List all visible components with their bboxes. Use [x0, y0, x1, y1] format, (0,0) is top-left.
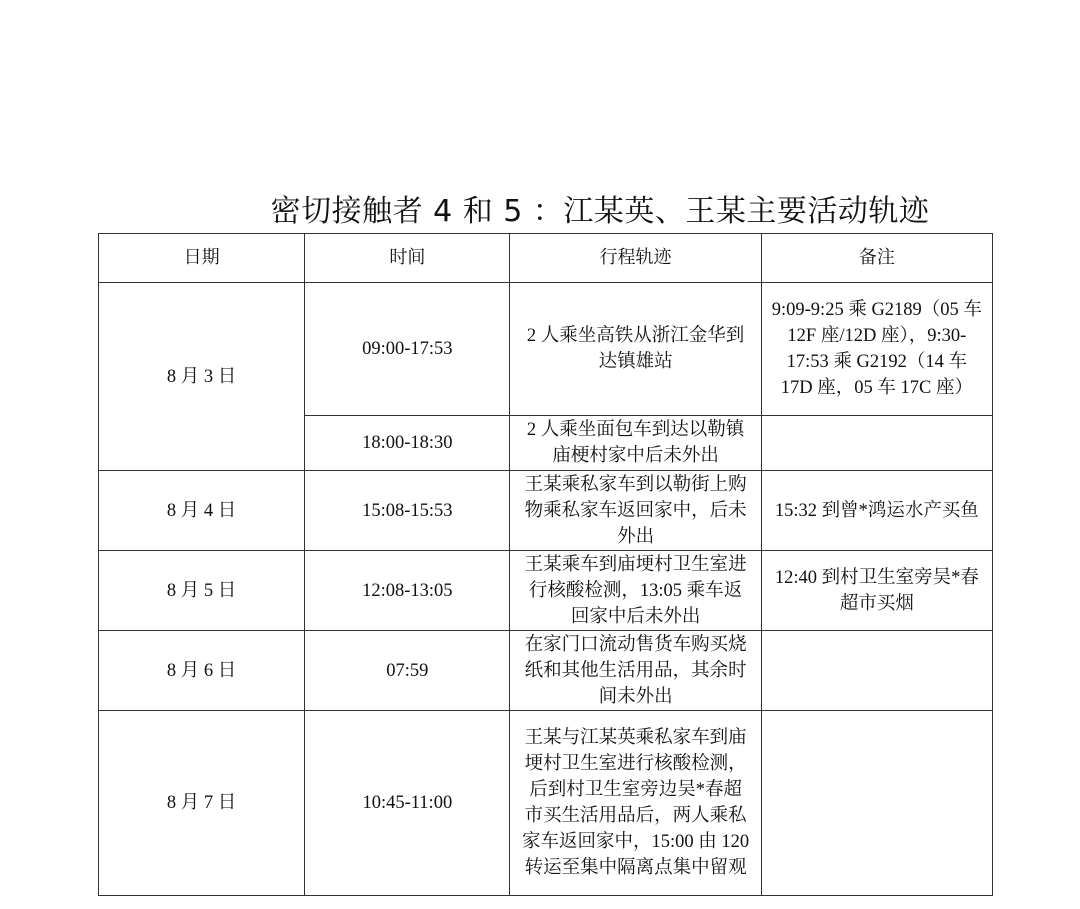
document-title: 密切接触者 4 和 5 ：江某英、王某主要活动轨迹 — [270, 194, 930, 229]
route-cell: 王某乘车到庙埂村卫生室进行核酸检测，13:05 乘车返回家中后未外出 — [510, 551, 761, 631]
time-cell: 18:00-18:30 — [305, 416, 510, 471]
table-row — [99, 471, 993, 551]
time-cell: 12:08-13:05 — [305, 551, 510, 631]
time-cell: 07:59 — [305, 631, 510, 711]
route-cell: 2 人乘坐面包车到达以勒镇庙梗村家中后未外出 — [510, 416, 761, 471]
table-row — [99, 631, 993, 711]
activity-trajectory-table — [98, 233, 993, 896]
header-note: 备注 — [761, 234, 992, 283]
date-cell: 8 月 6 日 — [99, 631, 305, 711]
time-cell: 15:08-15:53 — [305, 471, 510, 551]
table-row — [99, 283, 993, 416]
time-cell: 09:00-17:53 — [305, 283, 510, 416]
header-route: 行程轨迹 — [510, 234, 761, 283]
date-cell: 8 月 7 日 — [99, 711, 305, 896]
date-cell: 8 月 5 日 — [99, 551, 305, 631]
route-cell: 2 人乘坐高铁从浙江金华到达镇雄站 — [510, 283, 761, 416]
date-cell: 8 月 3 日 — [99, 283, 305, 471]
note-cell — [761, 631, 992, 711]
table-row — [99, 551, 993, 631]
note-cell: 12:40 到村卫生室旁吴*春超市买烟 — [761, 551, 992, 631]
header-time: 时间 — [305, 234, 510, 283]
note-cell: 9:09-9:25 乘 G2189（05 车 12F 座/12D 座），9:30-17:53 乘 G2192（14 车 17D 座，05 车 17C 座） — [761, 283, 992, 416]
table-row — [99, 711, 993, 896]
table-header-row — [99, 234, 993, 283]
date-cell: 8 月 4 日 — [99, 471, 305, 551]
note-cell: 15:32 到曾*鸿运水产买鱼 — [761, 471, 992, 551]
route-cell: 王某与江某英乘私家车到庙埂村卫生室进行核酸检测，后到村卫生室旁边吴*春超市买生活用品后，两人乘私家车返回家中，15:00 由 120 转运至集中隔离点集中留观 — [510, 711, 761, 896]
note-cell — [761, 416, 992, 471]
route-cell: 王某乘私家车到以勒街上购物乘私家车返回家中，后未外出 — [510, 471, 761, 551]
note-cell — [761, 711, 992, 896]
route-cell: 在家门口流动售货车购买烧纸和其他生活用品，其余时间未外出 — [510, 631, 761, 711]
header-date: 日期 — [99, 234, 305, 283]
time-cell: 10:45-11:00 — [305, 711, 510, 896]
